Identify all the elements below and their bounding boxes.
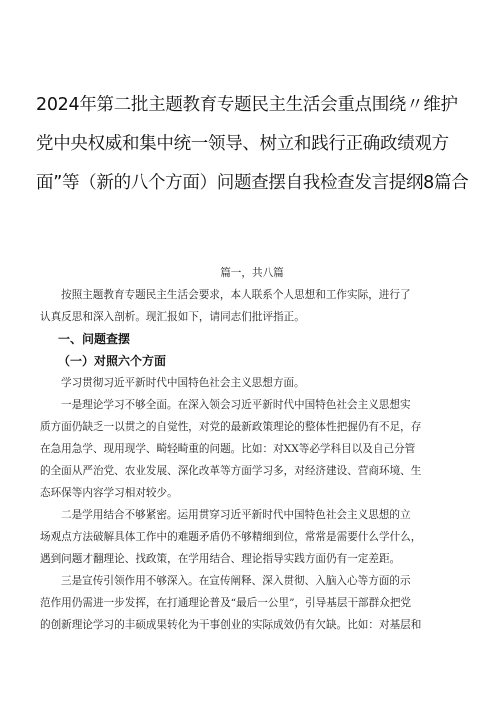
title-line-2: 党中央权威和集中统一领导、树立和践行正确政绩观方 <box>36 134 449 154</box>
paragraph-line: 按照主题教育专题民主生活会要求，本人联系个人思想和工作实际，进行了 <box>61 289 411 301</box>
paragraph-line: 二是学用结合不够紧密。运用贯穿习近平新时代中国特色社会主义思想的立 <box>61 509 411 521</box>
paragraph-line: 在急用急学、现用现学、畸轻畸重的问题。比如：对XX等必学科目以及自己分管 <box>40 443 416 455</box>
paragraph-line: 范作用仍需进一步发挥，在打通理论普及“最后一公里”，引导基层干部群众把党 <box>40 597 412 609</box>
intro-paragraph <box>40 372 464 394</box>
document-title <box>36 86 469 203</box>
point-2-paragraph <box>40 504 464 570</box>
title-line-1: 2024年第二批主题教育专题民主生活会重点围绕〃维护 <box>36 95 458 115</box>
paragraph-line: 三是宣传引领作用不够深入。在宣传阐释、深入贯彻、入脑入心等方面的示 <box>61 575 411 587</box>
heading-six-aspects: （一）对照六个方面 <box>58 354 167 368</box>
paragraph-line: 一是理论学习不够全面。在深入领会习近平新时代中国特色社会主义思想实 <box>61 399 411 411</box>
paragraph-line: 场观点方法破解具体工作中的难题矛盾仍不够精细到位，常常是需要什么学什么， <box>40 531 422 543</box>
paragraph-line: 遇到问题才翻理论、找政策，在学用结合、理论指导实践方面仍有一定差距。 <box>40 553 401 565</box>
point-3-paragraph <box>40 570 464 636</box>
title-line-3: 面”等（新的八个方面）问题查摆自我检查发言提纲8篇合 <box>36 173 469 193</box>
paragraph-line: 的创新理论学习的丰硕成果转化为干事创业的实际成效仍有欠缺。比如：对基层和 <box>40 619 422 631</box>
paragraph-line: 质方面仍缺乏一以贯之的自觉性，对党的最新政策理论的整体性把握仍有不足，存 <box>40 421 422 433</box>
document-body <box>40 262 464 636</box>
point-1-paragraph <box>40 394 464 504</box>
paragraph-line: 的全面从严治党、农业发展、深化改革等方面学习多，对经济建设、营商环境、生 <box>40 465 422 477</box>
paragraph-line: 学习贯彻习近平新时代中国特色社会主义思想方面。 <box>61 377 305 389</box>
section-subtitle: 篇一，共八篇 <box>220 267 284 279</box>
opening-paragraph <box>40 284 464 328</box>
paragraph-line: 认真反思和深入剖析。现汇报如下，请同志们批评指正。 <box>40 311 305 323</box>
paragraph-line: 态环保等内容学习相对较少。 <box>40 487 178 499</box>
heading-problem-review: 一、问题查摆 <box>58 332 131 346</box>
